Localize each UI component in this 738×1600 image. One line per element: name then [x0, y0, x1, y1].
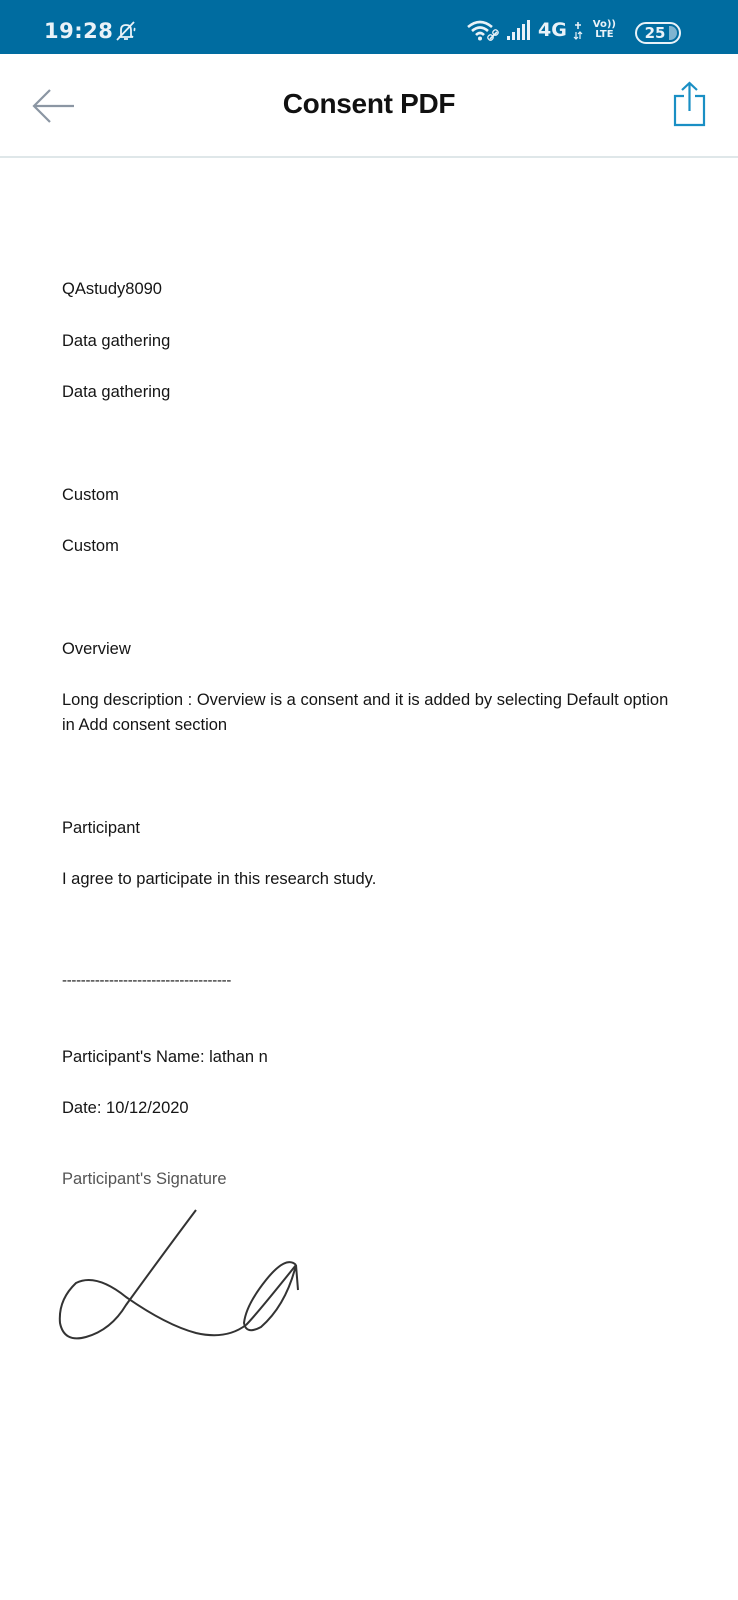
study-name: QAstudy8090	[62, 280, 162, 298]
signature-label-clipped	[62, 1170, 232, 1190]
app-bar	[0, 54, 738, 158]
section-title: Participant	[62, 819, 140, 837]
handwritten-signature	[56, 1205, 306, 1345]
section-text: Data gathering	[62, 383, 171, 401]
status-bar	[0, 0, 738, 54]
page-title: Consent PDF	[282, 88, 456, 119]
signature-date: Date: 10/12/2020	[62, 1099, 189, 1117]
wifi-icon	[466, 19, 500, 41]
share-icon	[672, 80, 708, 128]
signal-icon	[506, 20, 532, 40]
section-text: Custom	[62, 537, 119, 555]
data-arrows-icon	[573, 20, 583, 40]
section-title: Custom	[62, 486, 119, 504]
section-text: I agree to participate in this research study.	[62, 870, 377, 888]
share-button[interactable]	[672, 80, 708, 128]
section-title: Data gathering	[62, 332, 171, 350]
separator-line: ------------------------------------	[62, 972, 232, 989]
volte-icon	[593, 20, 616, 40]
volte-top: Vo))	[592, 19, 616, 30]
section-title: Overview	[62, 640, 131, 658]
participant-name: Participant's Name: lathan n	[62, 1048, 268, 1066]
mute-vibrate-icon	[114, 20, 138, 42]
network-type: 4G	[537, 19, 567, 41]
battery-icon	[635, 22, 681, 44]
pdf-viewer[interactable]	[0, 160, 738, 1600]
section-text: Long description : Overview is a consent and it is added by selecting Default option in Add consent section	[62, 691, 669, 734]
status-time: 19:28	[44, 19, 114, 43]
signature-label: Participant's Signature	[62, 1170, 227, 1188]
battery-level: 25	[644, 24, 666, 42]
volte-bottom: LTE	[595, 29, 614, 40]
